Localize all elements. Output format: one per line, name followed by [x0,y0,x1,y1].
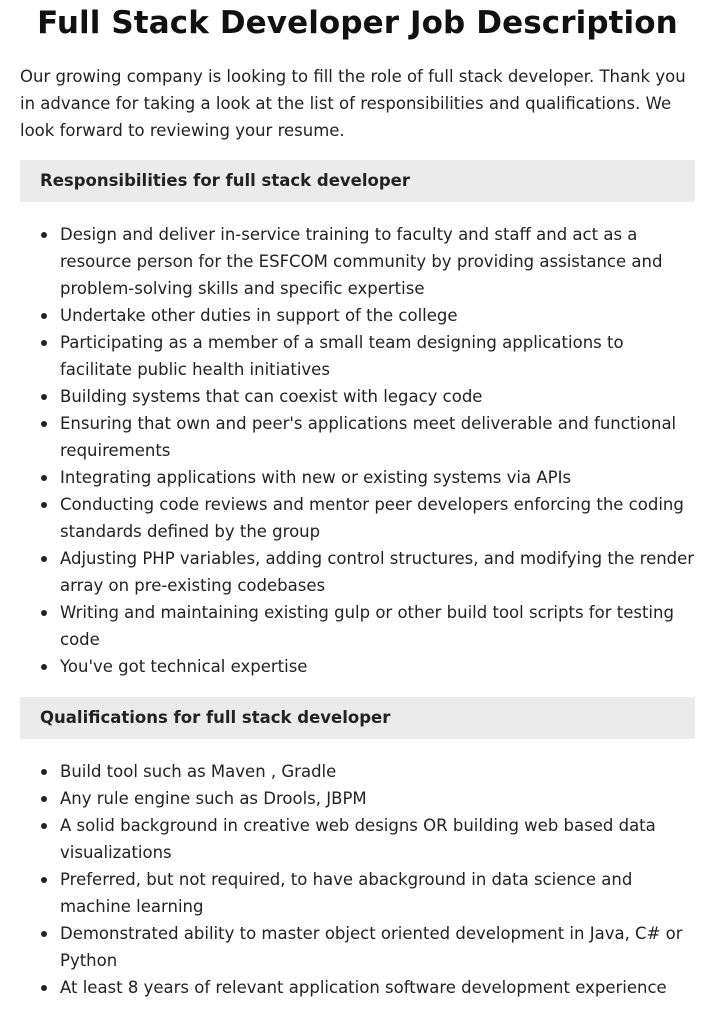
list-item [20,383,695,410]
list-item-text: A solid background in creative web designs OR building web based data visualizations [60,816,656,862]
bullet-icon [41,421,47,427]
bullet-icon [41,556,47,562]
list-item-text: Undertake other duties in support of the college [60,306,458,325]
list-item-text: Ensuring that own and peer's applications meet deliverable and functional requirements [60,414,677,460]
bullet-icon [41,475,47,481]
responsibilities-list [20,221,695,680]
qualifications-list [20,758,695,1001]
bullet-icon [41,394,47,400]
list-item-text: Any rule engine such as Drools, JBPM [60,789,367,808]
list-item-text: Conducting code reviews and mentor peer developers enforcing the coding standards defined by the group [60,495,684,541]
list-item [20,785,695,812]
list-item [20,410,695,464]
list-item [20,974,695,1001]
list-item-text: Adjusting PHP variables, adding control structures, and modifying the render array on pre-existing codebases [60,549,695,595]
list-item [20,653,695,680]
responsibilities-heading: Responsibilities for full stack developer [20,160,695,202]
bullet-icon [41,985,47,991]
list-item-text: Preferred, but not required, to have abackground in data science and machine learning [60,870,633,916]
list-item [20,491,695,545]
bullet-icon [41,340,47,346]
list-item [20,464,695,491]
list-item-text: Integrating applications with new or existing systems via APIs [60,468,572,487]
list-item [20,545,695,599]
bullet-icon [41,823,47,829]
list-item [20,758,695,785]
list-item [20,866,695,920]
list-item [20,302,695,329]
list-item-text: At least 8 years of relevant application software development experience [60,978,667,997]
bullet-icon [41,664,47,670]
list-item [20,329,695,383]
list-item [20,221,695,302]
bullet-icon [41,931,47,937]
qualifications-heading: Qualifications for full stack developer [20,697,695,739]
page-title: Full Stack Developer Job Description [37,5,678,41]
list-item [20,920,695,974]
list-item [20,812,695,866]
bullet-icon [41,502,47,508]
list-item [20,599,695,653]
bullet-icon [41,877,47,883]
bullet-icon [41,313,47,319]
list-item-text: Building systems that can coexist with legacy code [60,387,483,406]
bullet-icon [41,769,47,775]
bullet-icon [41,610,47,616]
list-item-text: You've got technical expertise [60,657,308,676]
list-item-text: Demonstrated ability to master object oriented development in Java, C# or Python [60,924,683,970]
list-item-text: Writing and maintaining existing gulp or other build tool scripts for testing code [60,603,674,649]
list-item-text: Build tool such as Maven , Gradle [60,762,337,781]
bullet-icon [41,232,47,238]
list-item-text: Design and deliver in-service training to faculty and staff and act as a resource person for the ESFCOM community by providing assistance and problem-solving skills and specific expertise [60,225,663,298]
bullet-icon [41,796,47,802]
list-item-text: Participating as a member of a small team designing applications to facilitate public health initiatives [60,333,624,379]
intro-paragraph: Our growing company is looking to fill the role of full stack developer. Thank you in advance for taking a look at the list of responsibilities and qualifications. We look forward to reviewing your resume. [20,67,686,140]
